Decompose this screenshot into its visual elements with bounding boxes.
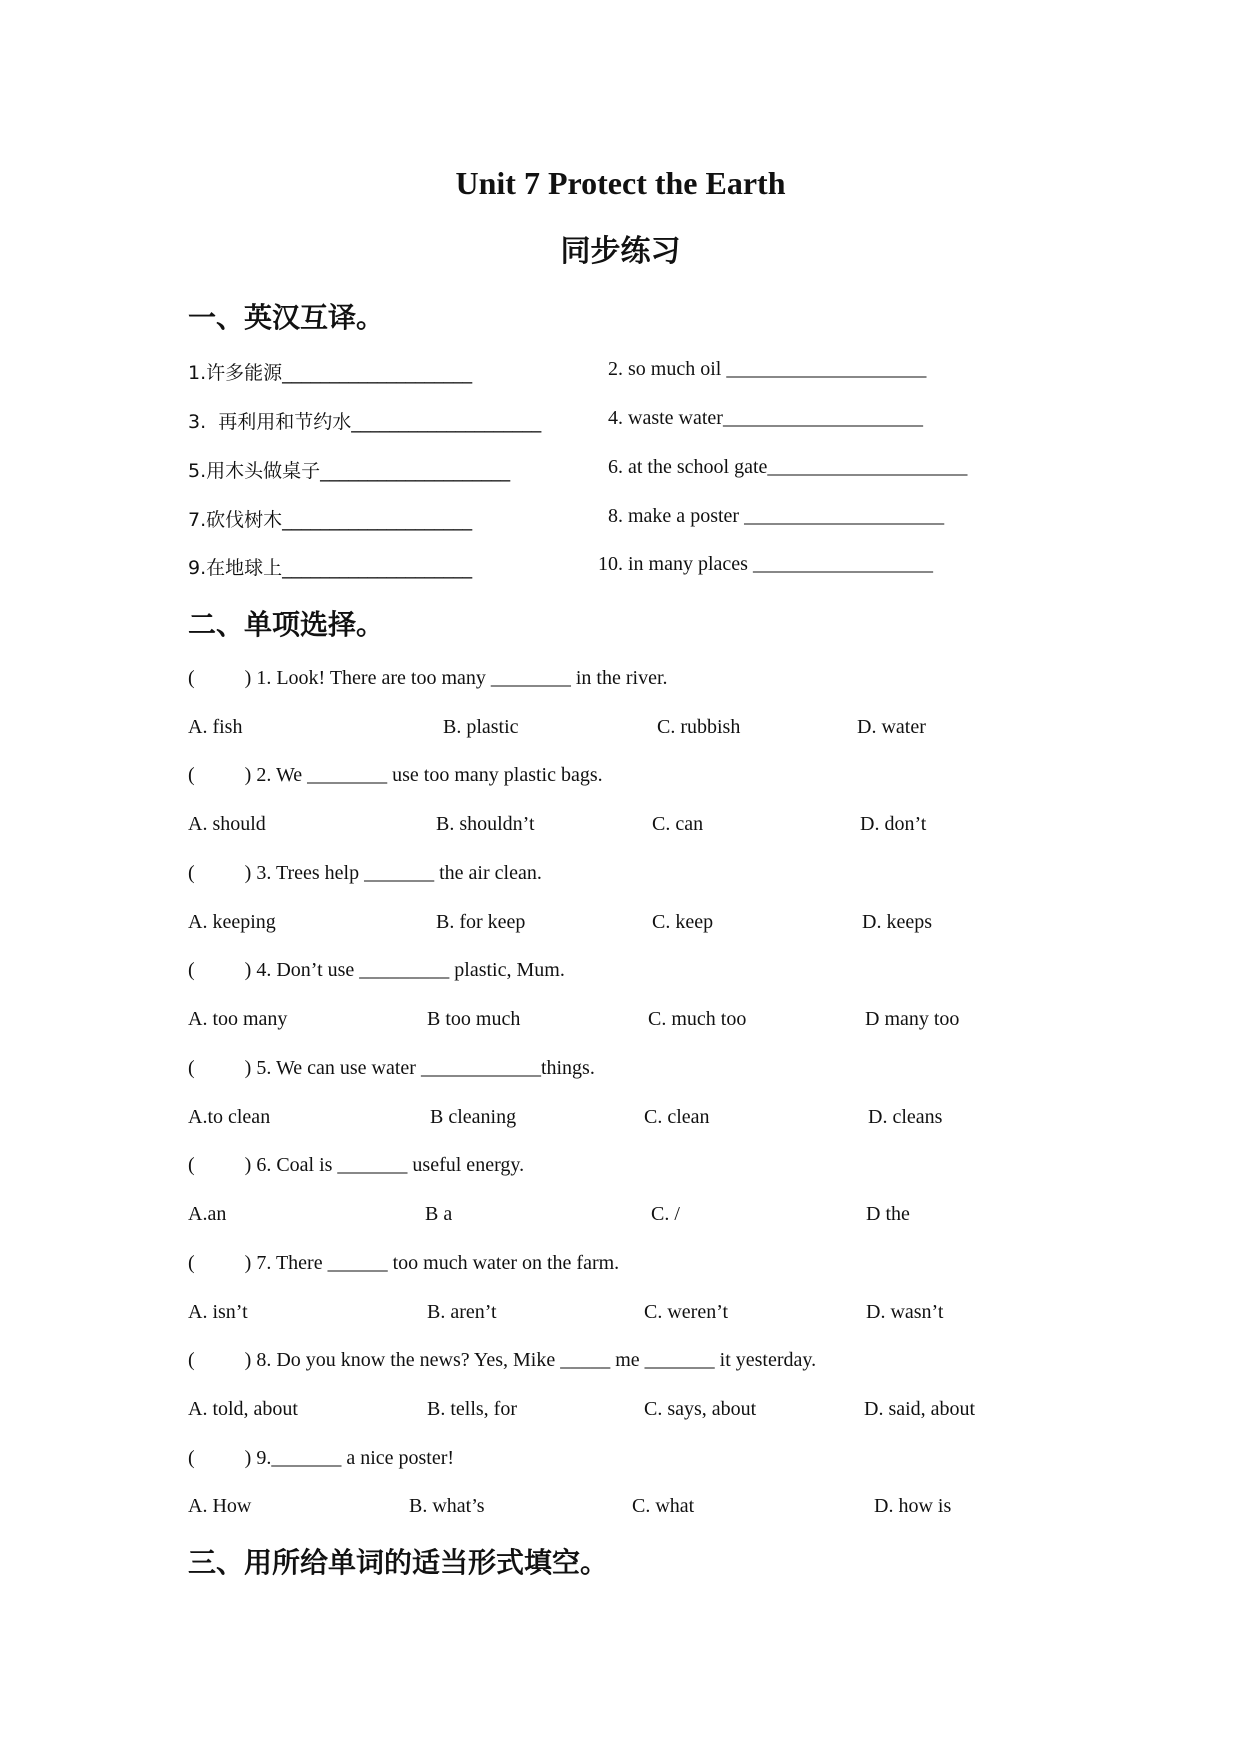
q3-option-a: A. keeping [188, 911, 276, 933]
q7-option-d: D. wasn’t [866, 1301, 944, 1323]
q5-option-d: D. cleans [868, 1106, 943, 1128]
q2-option-a: A. should [188, 813, 266, 835]
q1-option-a: A. fish [188, 716, 243, 738]
q4-option-d: D many too [865, 1008, 960, 1030]
q8-option-d: D. said, about [864, 1398, 976, 1420]
translation-item-7: 7.砍伐树木____________________ [188, 509, 473, 531]
section2-heading: 二、单项选择。 [188, 608, 385, 641]
question-6: ( ) 6. Coal is _______ useful energy. [188, 1154, 525, 1176]
q6-option-c: C. / [651, 1203, 680, 1225]
question-9: ( ) 9._______ a nice poster! [188, 1447, 455, 1469]
q9-option-a: A. How [188, 1495, 252, 1517]
page-title: Unit 7 Protect the Earth [455, 165, 786, 201]
q5-option-b: B cleaning [430, 1106, 517, 1128]
q8-option-b: B. tells, for [427, 1398, 517, 1420]
q4-option-c: C. much too [648, 1008, 747, 1030]
section3-heading: 三、用所给单词的适当形式填空。 [188, 1546, 609, 1579]
q9-option-b: B. what’s [409, 1495, 485, 1517]
question-7: ( ) 7. There ______ too much water on the farm. [188, 1252, 620, 1274]
q6-option-d: D the [866, 1203, 910, 1225]
q5-option-c: C. clean [644, 1106, 710, 1128]
q6-option-b: B a [425, 1203, 453, 1225]
translation-item-4: 4. waste water____________________ [608, 407, 923, 429]
translation-item-10: 10. in many places __________________ [598, 553, 933, 575]
q7-option-b: B. aren’t [427, 1301, 497, 1323]
q1-option-b: B. plastic [443, 716, 519, 738]
q3-option-d: D. keeps [862, 911, 932, 933]
translation-item-5: 5.用木头做桌子____________________ [188, 460, 511, 482]
q5-option-a: A.to clean [188, 1106, 271, 1128]
q7-option-a: A. isn’t [188, 1301, 248, 1323]
question-4: ( ) 4. Don’t use _________ plastic, Mum. [188, 959, 565, 981]
question-8: ( ) 8. Do you know the news? Yes, Mike _____ me _______ it yesterday. [188, 1349, 817, 1371]
q1-option-c: C. rubbish [657, 716, 741, 738]
translation-item-3: 3. 再利用和节约水____________________ [188, 411, 542, 433]
translation-item-9: 9.在地球上____________________ [188, 557, 473, 579]
translation-item-1: 1.许多能源____________________ [188, 362, 473, 384]
q4-option-a: A. too many [188, 1008, 288, 1030]
page-subtitle: 同步练习 [560, 234, 681, 269]
q2-option-b: B. shouldn’t [436, 813, 535, 835]
q3-option-c: C. keep [652, 911, 714, 933]
section1-heading: 一、英汉互译。 [188, 301, 385, 334]
q1-option-d: D. water [857, 716, 926, 738]
q3-option-b: B. for keep [436, 911, 526, 933]
translation-item-8: 8. make a poster ____________________ [608, 505, 945, 527]
q9-option-c: C. what [632, 1495, 695, 1517]
q6-option-a: A.an [188, 1203, 227, 1225]
q8-option-a: A. told, about [188, 1398, 298, 1420]
q2-option-d: D. don’t [860, 813, 927, 835]
translation-item-6: 6. at the school gate____________________ [608, 456, 968, 478]
question-2: ( ) 2. We ________ use too many plastic bags. [188, 764, 603, 786]
q2-option-c: C. can [652, 813, 704, 835]
question-1: ( ) 1. Look! There are too many ________ in the river. [188, 667, 668, 689]
q9-option-d: D. how is [874, 1495, 952, 1517]
q8-option-c: C. says, about [644, 1398, 757, 1420]
q7-option-c: C. weren’t [644, 1301, 729, 1323]
question-5: ( ) 5. We can use water ____________things. [188, 1057, 595, 1079]
question-3: ( ) 3. Trees help _______ the air clean. [188, 862, 542, 884]
translation-item-2: 2. so much oil ____________________ [608, 358, 927, 380]
q4-option-b: B too much [427, 1008, 521, 1030]
